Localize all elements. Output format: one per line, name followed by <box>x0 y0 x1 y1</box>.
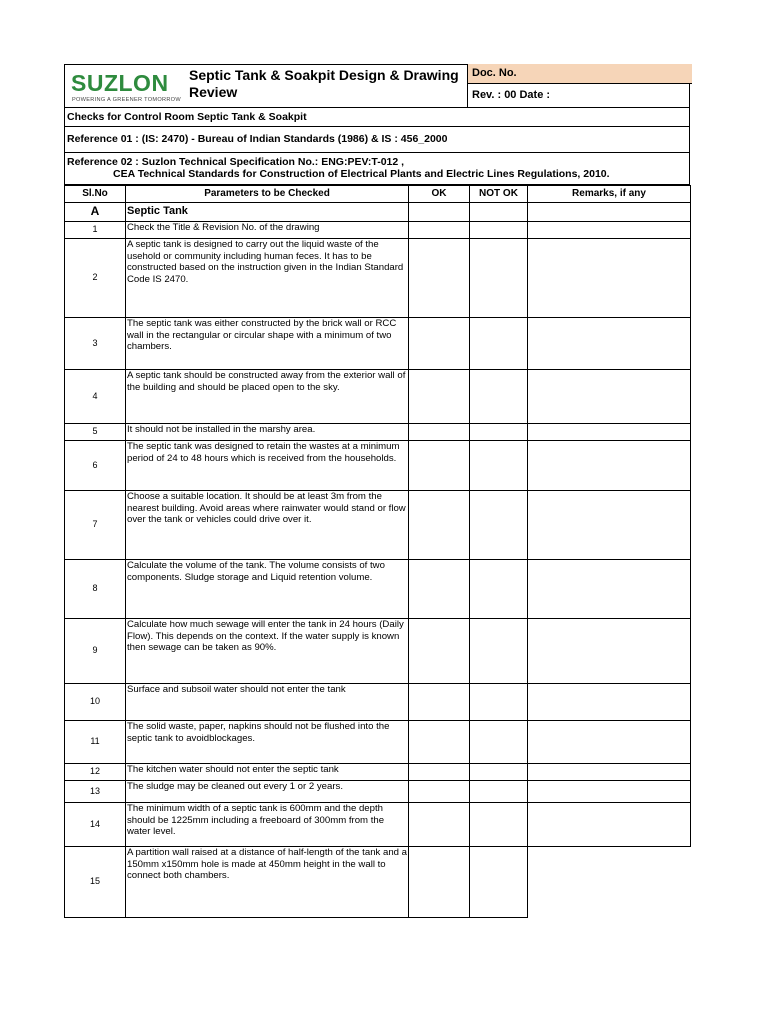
ok-cell[interactable] <box>409 721 470 764</box>
parameter-text: Calculate the volume of the tank. The volume consists of two components. Sludge storage and Liquid retention volume. <box>126 560 409 619</box>
not-ok-cell[interactable] <box>470 803 528 847</box>
parameter-text: The minimum width of a septic tank is 600mm and the depth should be 1225mm including a freeboard of 300mm from the water level. <box>126 803 409 847</box>
remarks-cell[interactable] <box>528 847 691 918</box>
ok-cell[interactable] <box>409 222 470 239</box>
doc-number-cell[interactable]: Doc. No. <box>468 64 692 84</box>
remarks-cell[interactable] <box>528 803 691 847</box>
checklist-sheet <box>64 64 690 918</box>
section-row <box>65 203 691 222</box>
revision-date-cell[interactable]: Rev. : 00 Date : <box>472 89 551 101</box>
row-number: 14 <box>65 803 126 847</box>
checklist-row <box>65 619 691 684</box>
remarks-cell[interactable] <box>528 781 691 803</box>
remarks-cell[interactable] <box>528 370 691 424</box>
parameter-text: The septic tank was either constructed by the brick wall or RCC wall in the rectangular or circular shape with a minimum of two chambers. <box>126 318 409 370</box>
remarks-cell[interactable] <box>528 684 691 721</box>
checklist-row <box>65 441 691 491</box>
ok-cell[interactable] <box>409 803 470 847</box>
header-slno: Sl.No <box>65 186 126 203</box>
remarks-cell[interactable] <box>528 203 691 222</box>
parameter-text: Check the Title & Revision No. of the drawing <box>126 222 409 239</box>
ok-cell[interactable] <box>409 370 470 424</box>
row-number: 3 <box>65 318 126 370</box>
row-number: 4 <box>65 370 126 424</box>
section-letter: A <box>65 203 126 222</box>
row-number: 15 <box>65 847 126 918</box>
checklist-row <box>65 560 691 619</box>
not-ok-cell[interactable] <box>470 764 528 781</box>
parameter-text: The sludge may be cleaned out every 1 or 2 years. <box>126 781 409 803</box>
not-ok-cell[interactable] <box>470 318 528 370</box>
ok-cell[interactable] <box>409 424 470 441</box>
not-ok-cell[interactable] <box>470 441 528 491</box>
not-ok-cell[interactable] <box>470 222 528 239</box>
row-number: 9 <box>65 619 126 684</box>
checklist-table <box>64 185 691 918</box>
remarks-cell[interactable] <box>528 222 691 239</box>
remarks-cell[interactable] <box>528 560 691 619</box>
not-ok-cell[interactable] <box>470 847 528 918</box>
parameter-text: The solid waste, paper, napkins should not be flushed into the septic tank to avoidblockages. <box>126 721 409 764</box>
checklist-row <box>65 684 691 721</box>
not-ok-cell[interactable] <box>470 239 528 318</box>
ok-cell[interactable] <box>409 491 470 560</box>
reference-01: Reference 01 : (IS: 2470) - Bureau of Indian Standards (1986) & IS : 456_2000 <box>64 127 690 153</box>
remarks-cell[interactable] <box>528 441 691 491</box>
checklist-row <box>65 721 691 764</box>
parameter-text: A septic tank is designed to carry out the liquid waste of the usehold or community including human feces. It has to be constructed based on the instruction given in the Indian Standard Code IS 2470. <box>126 239 409 318</box>
not-ok-cell[interactable] <box>470 370 528 424</box>
checklist-row <box>65 318 691 370</box>
parameter-text: Surface and subsoil water should not enter the tank <box>126 684 409 721</box>
logo-wordmark: SUZLON <box>71 70 169 96</box>
reference-02-line2: CEA Technical Standards for Construction of Electrical Plants and Electric Lines Regulations, 2010. <box>113 167 610 180</box>
header-parameters: Parameters to be Checked <box>126 186 409 203</box>
checklist-row <box>65 803 691 847</box>
row-number: 12 <box>65 764 126 781</box>
parameter-text: Choose a suitable location. It should be at least 3m from the nearest building. Avoid areas where rainwater would stand or flow over the tank or vehicles could drive over it. <box>126 491 409 560</box>
checklist-row <box>65 491 691 560</box>
not-ok-cell[interactable] <box>470 560 528 619</box>
parameter-text: The septic tank was designed to retain the wastes at a minimum period of 24 to 48 hours which is received from the households. <box>126 441 409 491</box>
section-name: Septic Tank <box>126 203 409 222</box>
checklist-row <box>65 764 691 781</box>
row-number: 7 <box>65 491 126 560</box>
remarks-cell[interactable] <box>528 239 691 318</box>
row-number: 2 <box>65 239 126 318</box>
parameter-text: Calculate how much sewage will enter the tank in 24 hours (Daily Flow). This depends on the context. If the water supply is known then sewage can be taken as 90%. <box>126 619 409 684</box>
row-number: 1 <box>65 222 126 239</box>
row-number: 10 <box>65 684 126 721</box>
not-ok-cell[interactable] <box>470 721 528 764</box>
column-header-row <box>65 186 691 203</box>
parameter-text: The kitchen water should not enter the septic tank <box>126 764 409 781</box>
checklist-row <box>65 239 691 318</box>
ok-cell[interactable] <box>409 781 470 803</box>
reference-02-line1: Reference 02 : Suzlon Technical Specification No.: ENG:PEV:T-012 , <box>67 156 405 168</box>
row-number: 6 <box>65 441 126 491</box>
parameter-text: A partition wall raised at a distance of half-length of the tank and a 150mm x150mm hole is made at 450mm height in the wall to connect both chambers. <box>126 847 409 918</box>
ok-cell[interactable] <box>409 560 470 619</box>
remarks-cell[interactable] <box>528 619 691 684</box>
remarks-cell[interactable] <box>528 318 691 370</box>
header-not-ok: NOT OK <box>470 186 528 203</box>
parameter-text: It should not be installed in the marshy area. <box>126 424 409 441</box>
row-number: 11 <box>65 721 126 764</box>
ok-cell[interactable] <box>409 239 470 318</box>
remarks-cell[interactable] <box>528 491 691 560</box>
ok-cell[interactable] <box>409 441 470 491</box>
not-ok-cell[interactable] <box>470 491 528 560</box>
checklist-row <box>65 781 691 803</box>
checklist-row <box>65 370 691 424</box>
ok-cell[interactable] <box>409 619 470 684</box>
ok-cell[interactable] <box>409 764 470 781</box>
ok-cell[interactable] <box>409 684 470 721</box>
header-block <box>64 64 690 108</box>
remarks-cell[interactable] <box>528 764 691 781</box>
document-title: Septic Tank & Soakpit Design & Drawing Review <box>189 67 459 100</box>
not-ok-cell[interactable] <box>470 684 528 721</box>
doc-meta <box>467 64 692 108</box>
not-ok-cell[interactable] <box>470 424 528 441</box>
header-remarks: Remarks, if any <box>528 186 691 203</box>
not-ok-cell[interactable] <box>470 203 528 222</box>
not-ok-cell[interactable] <box>470 619 528 684</box>
row-number: 8 <box>65 560 126 619</box>
remarks-cell[interactable] <box>528 424 691 441</box>
ok-cell[interactable] <box>409 203 470 222</box>
row-number: 5 <box>65 424 126 441</box>
checklist-row <box>65 222 691 239</box>
row-number: 13 <box>65 781 126 803</box>
checklist-row <box>65 847 691 918</box>
parameter-text: A septic tank should be constructed away from the exterior wall of the building and should be placed open to the sky. <box>126 370 409 424</box>
header-ok: OK <box>409 186 470 203</box>
ok-cell[interactable] <box>409 847 470 918</box>
ok-cell[interactable] <box>409 318 470 370</box>
logo-tagline: POWERING A GREENER TOMORROW <box>72 97 181 103</box>
checks-for-line: Checks for Control Room Septic Tank & Soakpit <box>64 108 690 127</box>
checklist-row <box>65 424 691 441</box>
suzlon-logo <box>71 70 181 105</box>
remarks-cell[interactable] <box>528 721 691 764</box>
reference-02 <box>64 153 690 185</box>
not-ok-cell[interactable] <box>470 781 528 803</box>
